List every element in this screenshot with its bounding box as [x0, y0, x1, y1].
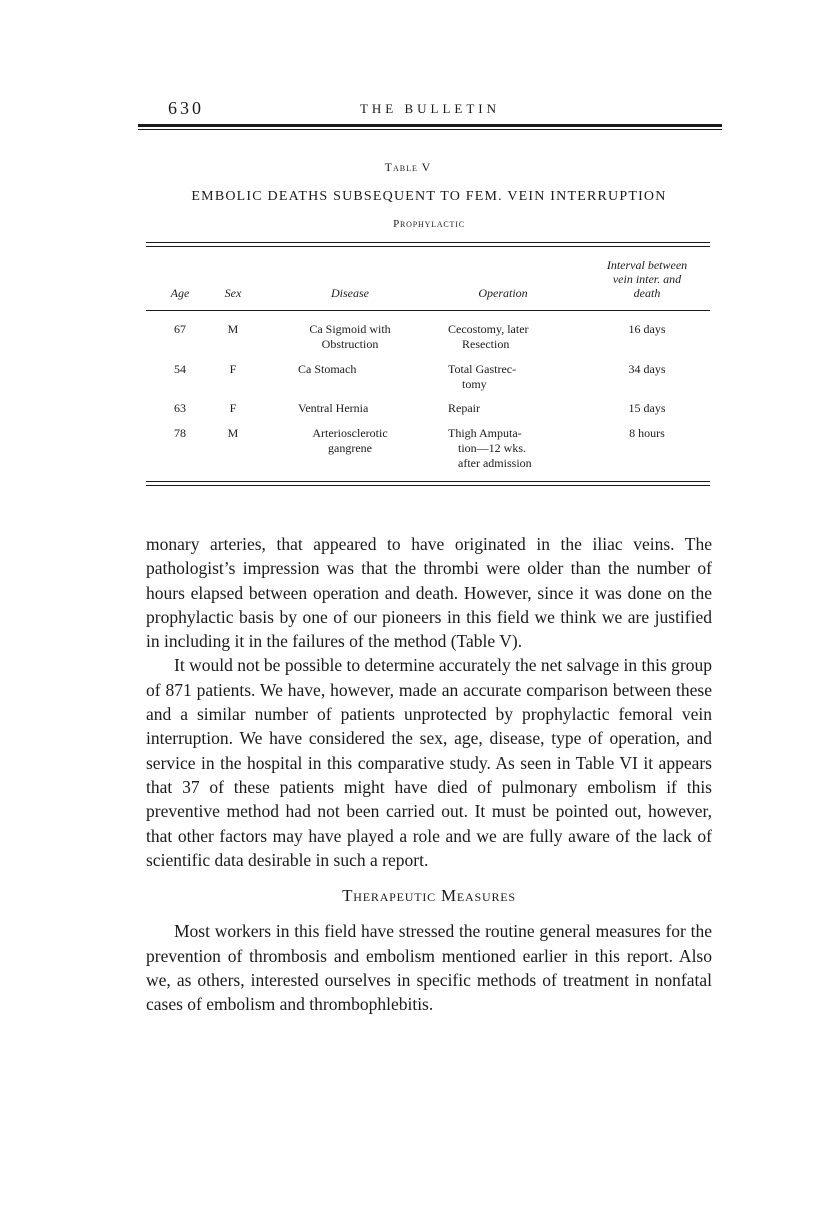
cell-disease-line: Obstruction [321, 337, 379, 351]
running-header [138, 98, 722, 120]
header-rule-thin [138, 129, 722, 130]
cell-operation-line: tomy [462, 377, 487, 391]
cell-sex: M [227, 426, 239, 440]
cell-age: 67 [174, 322, 186, 336]
cell-disease: Ventral Hernia [298, 401, 369, 415]
table-top-rule-2 [146, 246, 710, 247]
running-title: THE BULLETIN [359, 101, 501, 116]
cell-operation-line: tion—12 wks. [458, 441, 527, 455]
col-header-disease: Disease [331, 286, 369, 300]
table-top-rule-1 [146, 242, 710, 243]
cell-operation-line: Cecostomy, later [448, 322, 529, 336]
paragraph: monary arteries, that appeared to have originated in the iliac veins. The pathologist’s impression was that the thrombi were older than the number of hours elapsed between operation and death. However, since it was done on the prophylactic basis by one of our pioneers in this field we think we are justified in including it in the failures of the method (Table V). [146, 534, 712, 652]
body-text [146, 532, 712, 1017]
cell-operation [448, 362, 558, 392]
cell-operation: Repair [448, 401, 480, 415]
col-header-interval [586, 258, 708, 300]
cell-disease: Ca Stomach [298, 362, 357, 376]
cell-operation-line: Total Gastrec- [448, 362, 517, 376]
cell-age: 78 [174, 426, 186, 440]
paragraph: It would not be possible to determine accurately the net salvage in this group of 871 patients. We have, however, made an accurate comparison between these and a similar number of patients unprotected by prophylactic femoral vein interruption. We have considered the sex, age, disease, type of operation, and service in the hospital in this comparative study. As seen in Table VI it appears that 37 of these patients might have died of pulmonary embolism if this preventive method had not been carried out. It must be pointed out, however, that other factors may have played a role and we are fully aware of the lack of scientific data desirable in such a report. [146, 655, 712, 870]
table-subtitle: Prophylactic [393, 218, 465, 230]
cell-disease-line: Arteriosclerotic [312, 426, 388, 440]
cell-interval: 15 days [628, 401, 666, 415]
header-rule-thick [138, 124, 722, 127]
table-bottom-rule-1 [146, 481, 710, 482]
cell-operation-line: Resection [462, 337, 510, 351]
paragraph: Most workers in this field have stressed the routine general measures for the prevention of thrombosis and embolism mentioned earlier in this report. Also we, as others, interested ourselves in specific methods of treatment in nonfatal cases of embolism and thrombophlebitis. [146, 921, 712, 1015]
cell-operation [448, 426, 558, 471]
section-heading: Therapeutic Measures [342, 886, 516, 906]
cell-interval: 16 days [628, 322, 666, 336]
cell-operation [448, 322, 558, 352]
col-header-interval-line: Interval between [606, 258, 688, 272]
page-number: 630 [168, 98, 204, 118]
col-header-operation: Operation [478, 286, 528, 300]
cell-operation-line: Thigh Amputa- [448, 426, 522, 440]
cell-disease-line: Ca Sigmoid with [309, 322, 391, 336]
cell-sex: F [229, 401, 237, 415]
table-bottom-rule-2 [146, 485, 710, 486]
cell-age: 63 [174, 401, 186, 415]
cell-disease-line: gangrene [328, 441, 372, 455]
cell-operation-line: after admission [458, 456, 532, 470]
cell-sex: M [227, 322, 239, 336]
cell-age: 54 [174, 362, 186, 376]
table-header-rule [146, 310, 710, 311]
cell-interval: 8 hours [629, 426, 665, 440]
table-title: EMBOLIC DEATHS SUBSEQUENT TO FEM. VEIN INTERRUPTION [191, 189, 667, 204]
cell-disease [290, 322, 410, 352]
col-header-sex: Sex [224, 286, 242, 300]
cell-sex: F [229, 362, 237, 376]
table-number: Table V [384, 160, 432, 174]
cell-interval: 34 days [628, 362, 666, 376]
col-header-interval-line: death [633, 286, 661, 300]
col-header-age: Age [170, 286, 190, 300]
cell-disease [290, 426, 410, 456]
col-header-interval-line: vein inter. and [612, 272, 682, 286]
